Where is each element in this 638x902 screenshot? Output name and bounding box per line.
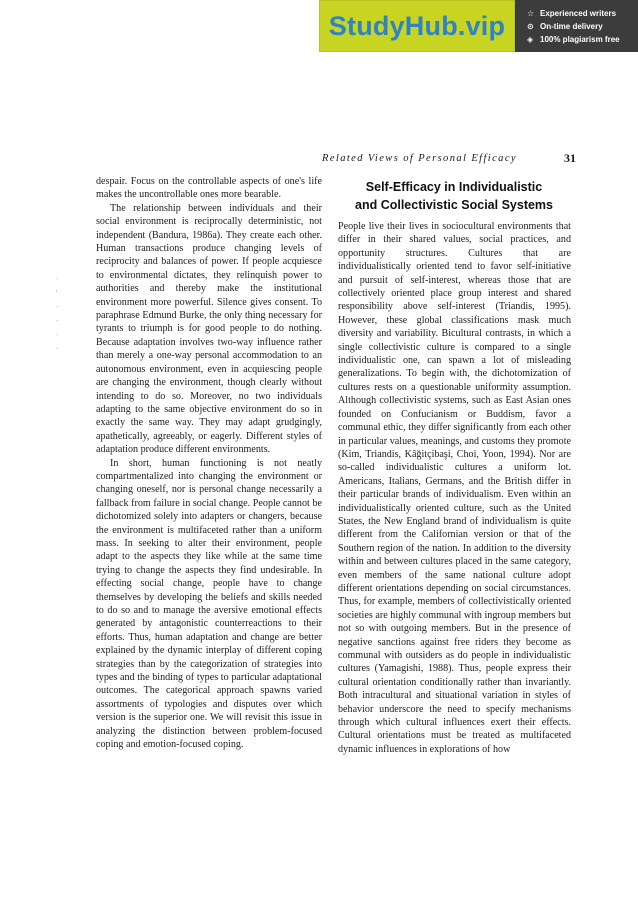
star-icon: ☆ [527, 8, 535, 18]
right-column [338, 220, 571, 756]
feature-item [527, 7, 638, 20]
running-head: Related Views of Personal Efficacy [322, 153, 517, 164]
heading-line: Self-Efficacy in Individualistic [365, 180, 543, 194]
section-heading [334, 178, 574, 214]
feature-label: On-time delivery [540, 21, 603, 31]
left-column [96, 175, 322, 751]
paragraph: In short, human functioning is not neatly compartmentalized into changing the environment or changing oneself, nor is personal change necessarily a fallback from failure in social change. People cannot be dichotomized solely into adapters or changers, because the environment is multifaceted rather than a uniform mass. In seeking to alter their environment, people adapt to the aspects they like while at the same time trying to change the aspects they find undesirable. In effecting social change, people have to change themselves by developing the beliefs and skills needed to do so and to manage the aversive emotional effects generated by antagonistic counterreactions to their efforts. Thus, human adaptation and change are better explained by the dynamic interplay of different coping strategies than by the categorization of strategies into types and the binding of types to particular adaptational outcomes. The categorical approach spawns varied assortments of typologies and disputes over which version is the superior one. We will revisit this issue in analyzing the distinction between problem-focused coping and emotion-focused coping. [96, 457, 322, 751]
feature-item [527, 20, 638, 33]
margin-marks: · ' · · · · [56, 275, 59, 353]
promo-banner[interactable] [319, 0, 638, 52]
heading-line: and Collectivistic Social Systems [355, 198, 553, 212]
shield-icon: ◈ [527, 34, 534, 44]
feature-list [515, 0, 638, 52]
paragraph: People live their lives in sociocultural environments that differ in their shared values, social practices, and opportunity structures. Cultures that are individualistically oriented tend to favor self-initiative and pursuit of self-interest, whereas those that are collectively oriented place group interest and shared responsibility above self-interest (Triandis, 1995). However, these global classifications mask much diversity and variability. Bicultural contrasts, in which a single collectivistic culture is compared to a single individualistic one, can spawn a lot of misleading generalizations. To begin with, the dichotomization of cultures rests on a questionable uniformity assumption. Although collectivistic systems, such as East Asian ones founded on Confucianism or Buddism, favor a communal ethic, they differ significantly from each other in particular values, meanings, and customs they promote (Kim, Triandis, Kâğitçibaşi, Choi, Yoon, 1994). Nor are so-called individualistic cultures a uniform lot. Americans, Italians, Germans, and the British differ in their particular brands of individualism. Even within an individualistically oriented culture, such as the United States, the New England brand of individualism is quite different from the Californian version or that of the Southern region of the nation. In addition to the diversity within and between cultures placed in the same category, even members of the same national culture adopt different orientations depending on social circumstances. Thus, for example, members of collectivistically oriented societies are highly communal with ingroup members but not so with outgoing members. But in the presence of negative sanctions against free riders they become as communal with outsiders as do people in individualistic cultures (Yamagishi, 1988). Thus, people express their cultural orientation conditionally rather than invariantly. Both intracultural and situational variation in styles of behavior underscore the need to specify mechanisms through which cultural influences exert their effects. Cultural orientations must be treated as multifaceted dynamic influences in explorations of how [338, 221, 571, 755]
paragraph: The relationship between individuals and their social environment is reciprocally deterministic, not independent (Bandura, 1986a). They create each other. Human transactions produce changing levels of reciprocity and balances of power. If people acquiesce to environmental dictates, they relinquish power to authorities and thereby make the institutional environment more powerful. Silence gives consent. To paraphrase Edmund Burke, the only thing necessary for tyrants to triumph is for good people to do nothing. Because adaptation involves two-way influence rather than merely a one-way personal accommodation to an autonomous environment, even in acquiescing people are changing the environment, though clearly without intending to do so. Moreover, no two individuals adapting to the same objective environment do so in exactly the same way. They may adapt grudgingly, apathetically, agreeably, or eagerly. Different styles of adaptation produce different environments. [96, 202, 322, 456]
feature-label: Experienced writers [540, 8, 617, 18]
feature-item [527, 33, 638, 46]
feature-label: 100% plagiarism free [540, 34, 620, 44]
page-number: 31 [564, 151, 576, 165]
paragraph: despair. Focus on the controllable aspects of one's life makes the uncontrollable ones more bearable. [96, 176, 322, 201]
studyhub-logo[interactable]: StudyHub.vip [319, 0, 515, 52]
clock-icon: ⊙ [527, 21, 534, 31]
